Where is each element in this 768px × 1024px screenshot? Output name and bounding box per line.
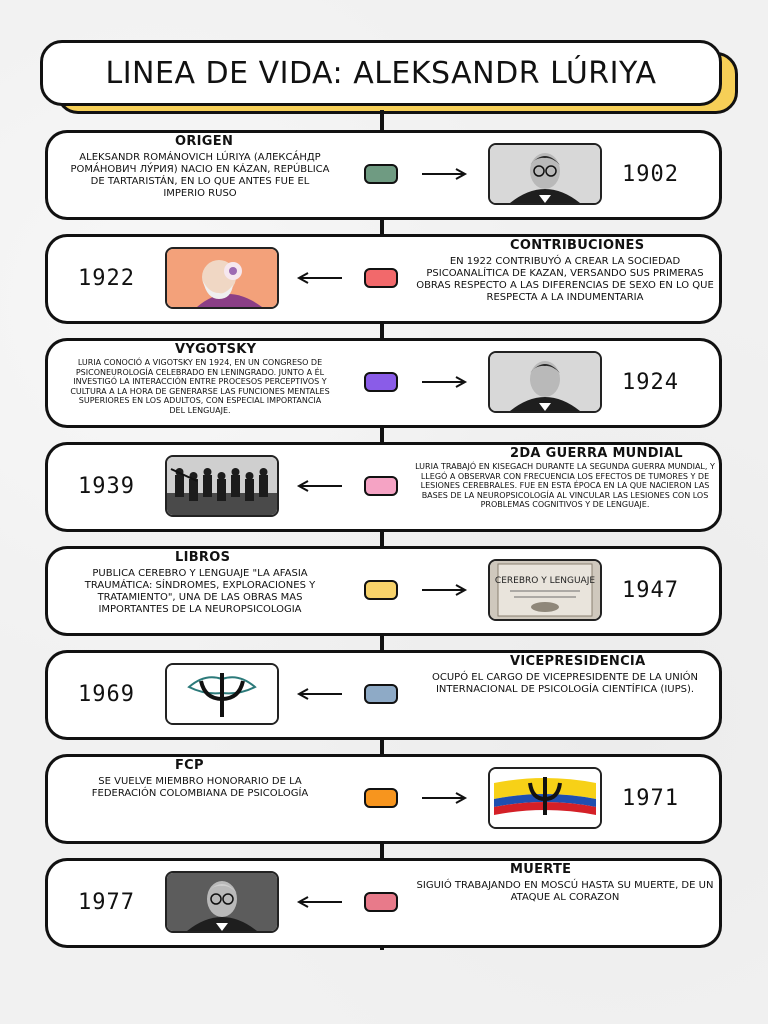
timeline-event — [0, 546, 768, 636]
arrow-left-icon — [296, 895, 342, 909]
event-year: 1922 — [78, 266, 135, 291]
event-year: 1902 — [622, 162, 679, 187]
portrait-vygotsky — [490, 353, 600, 411]
timeline-node — [364, 684, 398, 704]
page-title: LINEA DE VIDA: ALEKSANDR LÚRIYA — [105, 55, 657, 91]
war-soldiers-photo — [167, 457, 277, 515]
event-image — [488, 767, 602, 829]
arrow-right-icon — [422, 375, 468, 389]
event-description: LURIA TRABAJÓ EN KISEGACH DURANTE LA SEGUNDA GUERRA MUNDIAL, Y LLEGÓ A OBSERVAR CON FRECUENCIA LOS EFECTOS DE TUMORES Y DE LESIONES CEREBRALES. FUE EN ESTA ÉPOCA EN LA QUE NACIERON LAS BASES DE LA NEUROPSICOLOGÍA AL VINCULAR LAS LESIONES CON LOS PROBLEMAS COGNITIVOS Y DE LENGUAJE. — [415, 462, 715, 510]
portrait-old-luria — [167, 873, 277, 931]
iups-psi-logo — [167, 665, 277, 723]
timeline-event — [0, 234, 768, 324]
event-year: 1971 — [622, 786, 679, 811]
timeline-event — [0, 442, 768, 532]
event-heading: VICEPRESIDENCIA — [510, 654, 646, 669]
timeline-event — [0, 754, 768, 844]
event-heading: ORIGEN — [175, 134, 234, 149]
timeline-event — [0, 130, 768, 220]
arrow-left-icon — [296, 271, 342, 285]
event-image — [165, 455, 279, 517]
event-year: 1947 — [622, 578, 679, 603]
title-box — [40, 40, 722, 106]
event-heading: FCP — [175, 758, 204, 773]
event-image — [488, 351, 602, 413]
event-heading: LIBROS — [175, 550, 231, 565]
event-heading: MUERTE — [510, 862, 572, 877]
timeline-node — [364, 788, 398, 808]
timeline-event — [0, 650, 768, 740]
event-image — [165, 663, 279, 725]
timeline-node — [364, 372, 398, 392]
freud-illustration — [167, 249, 277, 307]
book-title-text: CEREBRO Y LENGUAJE — [494, 576, 596, 586]
timeline-node — [364, 164, 398, 184]
event-description: PUBLICA CEREBRO Y LENGUAJE "LA AFASIA TRAUMÁTICA: SÍNDROMES, EXPLORACIONES Y TRATAMIENTO", UNA DE LAS OBRAS MAS IMPORTANTES DE LA NEUROPSICOLOGIA — [84, 568, 316, 615]
event-year: 1969 — [78, 682, 135, 707]
event-description: ALEKSANDR ROMÁNOVICH LÚRIYA (АЛЕКСА́НДР РОМА́НОВИЧ ЛУ́РИЯ) NACIO EN KÁZAN, REPÚBLICA DE TARTARISTÁN, EN LO QUE ANTES FUE EL IMPERIO RUSO — [70, 152, 330, 199]
timeline-node — [364, 476, 398, 496]
event-description: EN 1922 CONTRIBUYÓ A CREAR LA SOCIEDAD PSICOANALÍTICA DE KAZAN, VERSANDO SUS PRIMERAS OBRAS RESPECTO A LAS DIFERENCIAS DE SEXO EN LO QUE RESPECTA A LA INDUMENTARIA — [416, 256, 714, 303]
event-image — [165, 871, 279, 933]
arrow-right-icon — [422, 583, 468, 597]
timeline-event — [0, 338, 768, 428]
arrow-left-icon — [296, 687, 342, 701]
arrow-left-icon — [296, 479, 342, 493]
event-heading: VYGOTSKY — [175, 342, 257, 357]
arrow-right-icon — [422, 167, 468, 181]
book-cover — [490, 561, 600, 619]
event-year: 1977 — [78, 890, 135, 915]
timeline-node — [364, 268, 398, 288]
timeline-node — [364, 580, 398, 600]
event-description: OCUPÓ EL CARGO DE VICEPRESIDENTE DE LA UNIÓN INTERNACIONAL DE PSICOLOGÍA CIENTÍFICA (IUPS). — [432, 672, 698, 695]
event-description: SIGUIÓ TRABAJANDO EN MOSCÚ HASTA SU MUERTE, DE UN ATAQUE AL CORAZON — [416, 880, 714, 903]
event-description: SE VUELVE MIEMBRO HONORARIO DE LA FEDERACIÓN COLOMBIANA DE PSICOLOGÍA — [91, 776, 309, 799]
timeline-event — [0, 858, 768, 948]
event-image — [488, 143, 602, 205]
event-description: LURIA CONOCIÓ A VIGOTSKY EN 1924, EN UN CONGRESO DE PSICONEUROLOGÍA CELEBRADO EN LENINGRADO. JUNTO A ÉL INVESTIGÓ LA INTERACCIÓN ENTRE PROCESOS PERCEPTIVOS Y CULTURA A LA HORA DE GENERARSE LAS FUNCIONES MENTALES SUPERIORES EN LOS ADULTOS, CON ESPECIAL IMPORTANCIA DEL LENGUAJE. — [70, 358, 330, 415]
timeline-node — [364, 892, 398, 912]
event-year: 1939 — [78, 474, 135, 499]
event-heading: 2DA GUERRA MUNDIAL — [510, 446, 683, 461]
arrow-right-icon — [422, 791, 468, 805]
event-image — [488, 559, 602, 621]
colombia-flag-psi-logo — [490, 769, 600, 827]
event-heading: CONTRIBUCIONES — [510, 238, 645, 253]
portrait-young-luria — [490, 145, 600, 203]
event-year: 1924 — [622, 370, 679, 395]
event-image — [165, 247, 279, 309]
